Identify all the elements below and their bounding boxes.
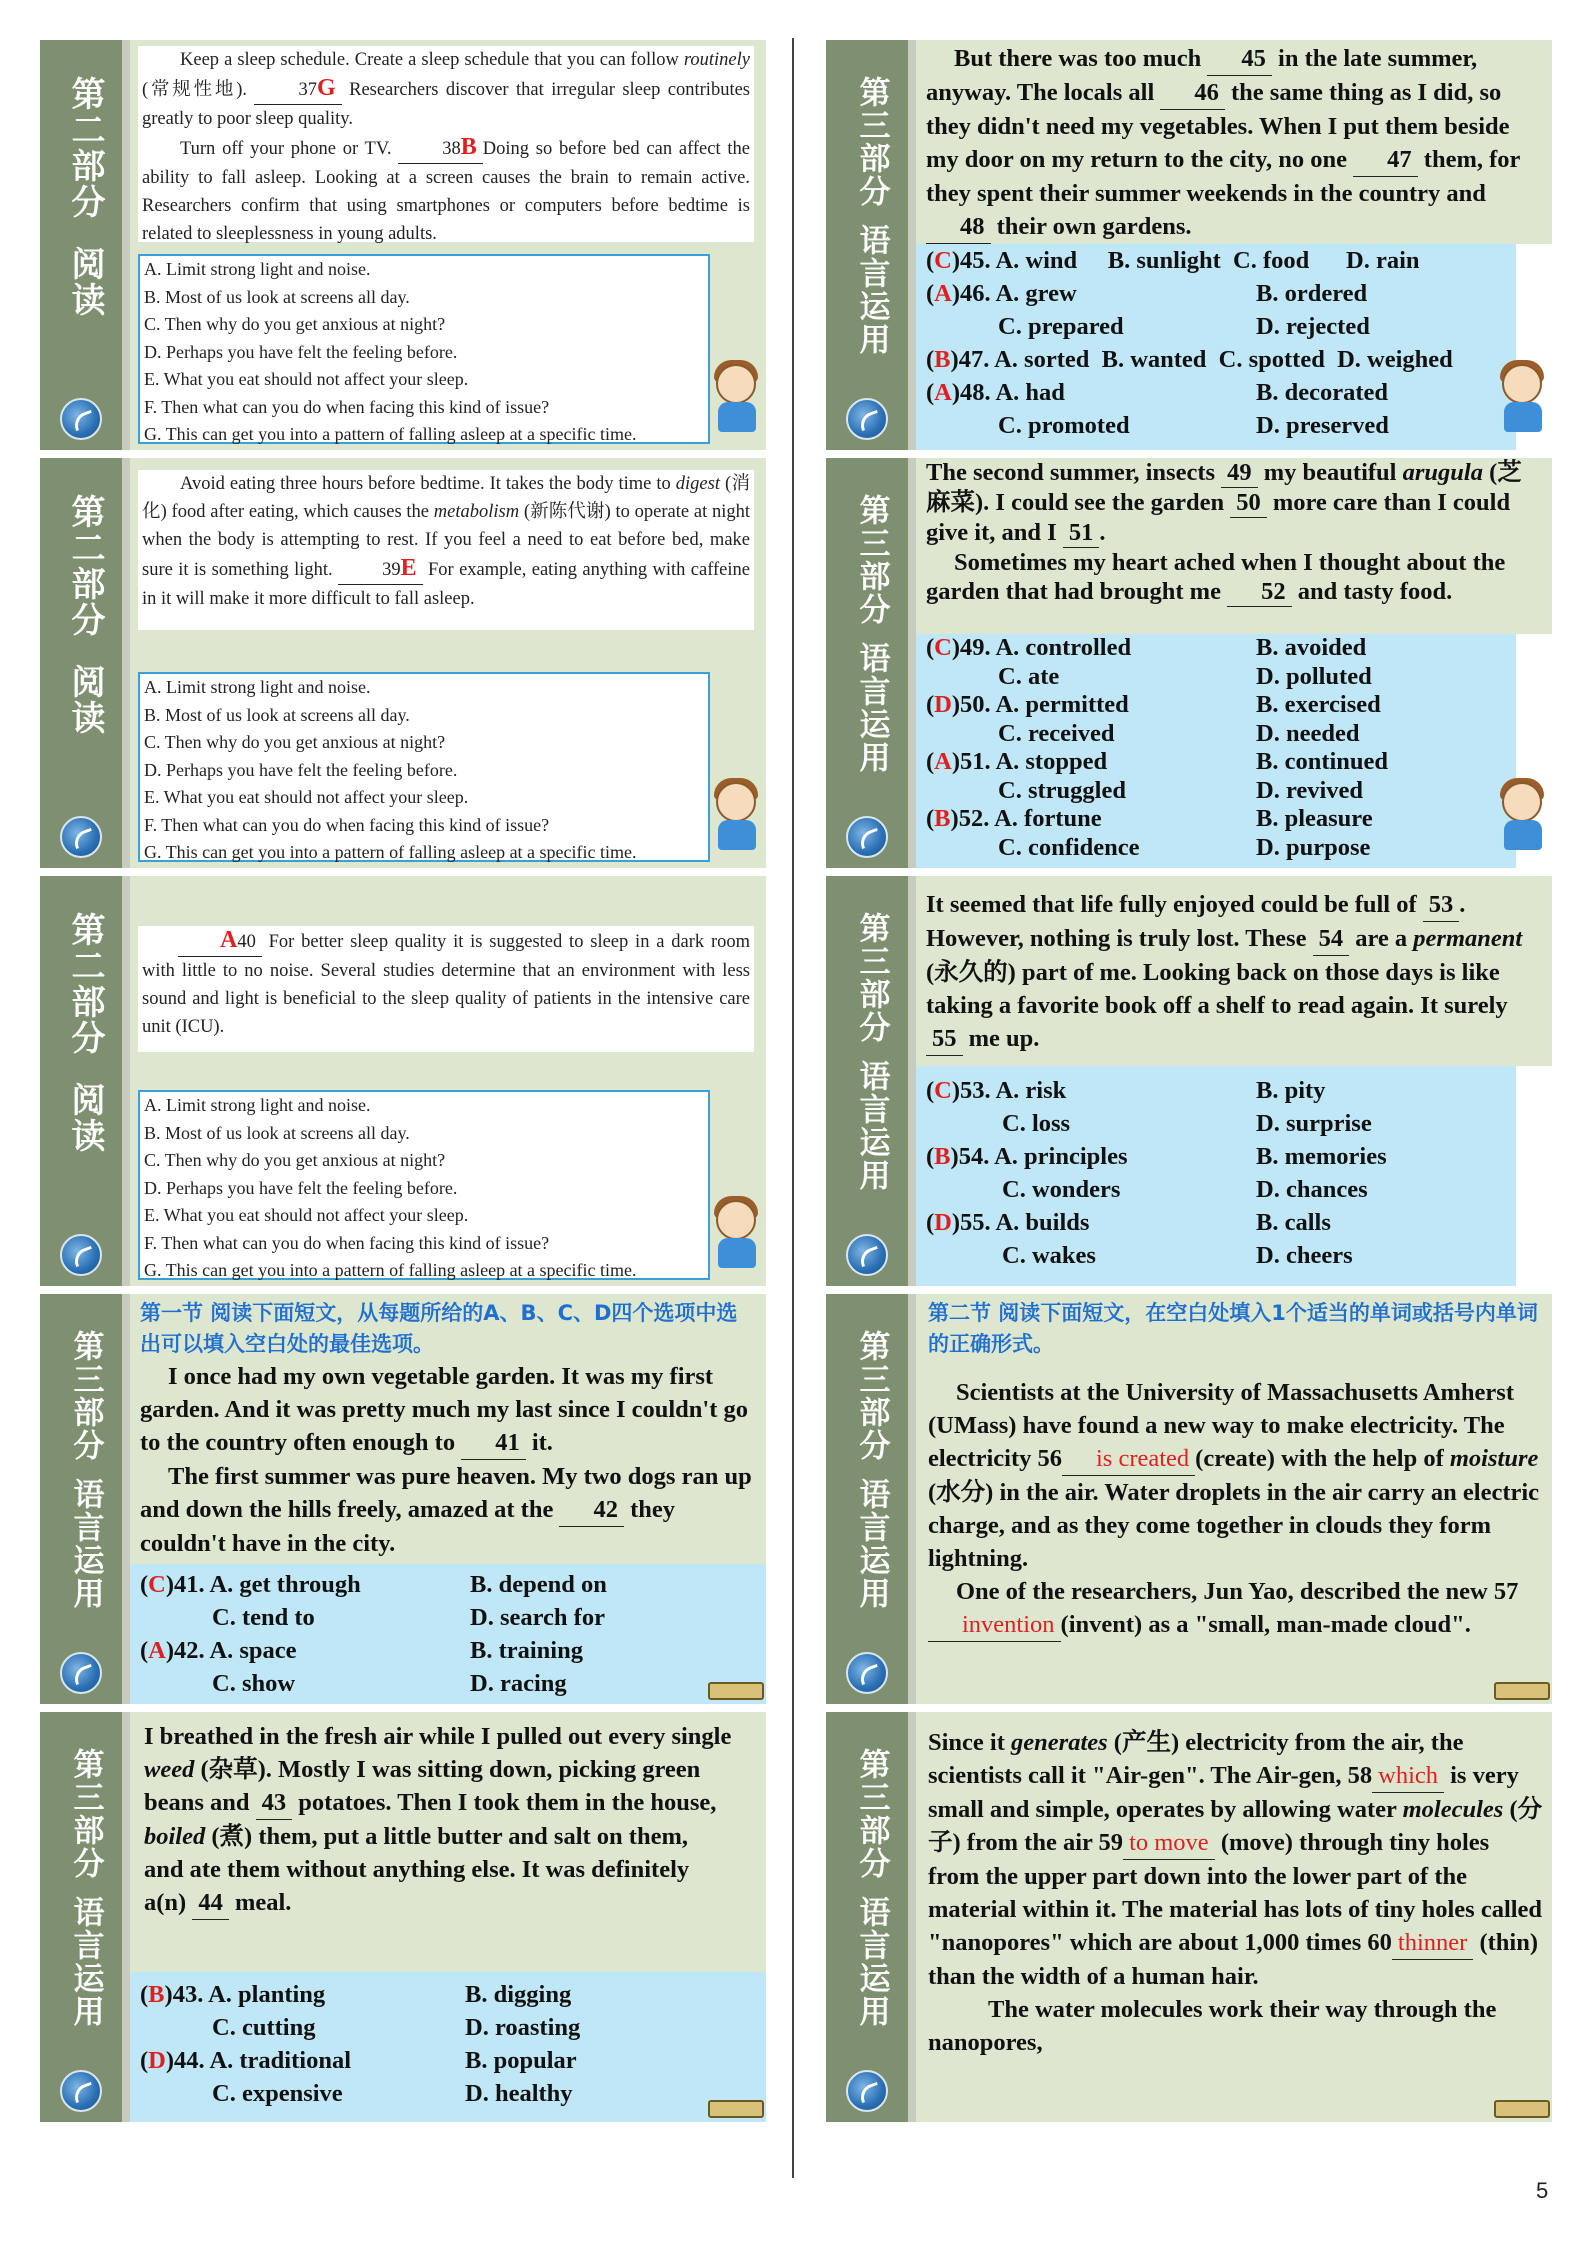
question-row[interactable]: (C)53. A. risk B. pity [926, 1077, 1326, 1104]
slide-language-53-55 [826, 876, 1552, 1286]
section-heading: 第一节 阅读下面短文，从每题所给的A、B、C、D四个选项中选出可以填入空白处的最佳选项。 [140, 1301, 738, 1356]
school-logo-icon [846, 398, 888, 440]
school-logo-icon [60, 1234, 102, 1276]
question-row[interactable]: C. received D. needed [998, 719, 1360, 747]
book-illustration [1494, 2100, 1550, 2118]
slide-reading-2 [40, 458, 766, 868]
options-list: A. Limit strong light and noise. B. Most of us look at screens all day. C. Then why do you get anxious at night? D. Perhaps you have felt the feeling before. E. What you eat should not affect your sleep. F. Then what can you do when facing this kind of issue? G. This can get you into a pattern of falling asleep at a specific time. [138, 672, 710, 862]
sidebar-part3 [826, 1294, 916, 1704]
blank-51[interactable]: 51 [1063, 518, 1100, 548]
slide-language-45-48 [826, 40, 1552, 450]
question-row[interactable]: C. prepared D. rejected [998, 313, 1370, 340]
question-options [916, 244, 1516, 450]
column-divider [792, 38, 794, 2178]
options-list: A. Limit strong light and noise. B. Most of us look at screens all day. C. Then why do you get anxious at night? D. Perhaps you have felt the feeling before. E. What you eat should not affect your sleep. F. Then what can you do when facing this kind of issue? G. This can get you into a pattern of falling asleep at a specific time. [138, 254, 710, 444]
grammar-passage: Since it generates (产生) electricity from the air, the scientists call it "Air-gen". The Air-gen, 58 which is very small and simple, operates by allowing water molecules (分子) from the air 59 to move (move) through tiny holes from the upper part down into the lower part of the material within it. The material has lots of tiny holes called "nanopores" which are about 1,000 times 60 thinner (thin) than the width of a human hair. The water molecules work their way through the nanopores, [928, 1729, 1543, 2056]
sidebar-part3 [826, 876, 916, 1286]
question-row[interactable]: (B)52. A. fortune B. pleasure [926, 805, 1373, 832]
sidebar-title: 第三部分语言运用 [67, 1330, 104, 1610]
question-row[interactable]: C. promoted D. preserved [998, 412, 1389, 439]
school-logo-icon [846, 816, 888, 858]
blank-37[interactable]: 37G [254, 74, 341, 105]
sidebar-title: 第三部分语言运用 [853, 76, 890, 356]
slide-reading-1 [40, 40, 766, 450]
cloze-passage: But there was too much 45 in the late summer, anyway. The locals all 46 the same thing as I did, so they didn't need my vegetables. When I put them beside my door on my return to the city, no one 47 them, for they spent their summer weekends in the country and 48 their own gardens. [926, 42, 1544, 244]
student-illustration [710, 1194, 762, 1274]
sidebar-part2 [40, 40, 130, 450]
blank-38[interactable]: 38B [398, 133, 483, 164]
reading-passage: A40 For better sleep quality it is suggested to sleep in a dark room with little to no noise. Several studies determine that an environment with less sound and light is beneficial to the sleep quality of patients in the intensive care unit (ICU). [138, 926, 754, 1052]
sidebar-title: 第三部分语言运用 [67, 1748, 104, 2028]
book-illustration [708, 1682, 764, 1700]
question-row[interactable]: C. expensive D. healthy [212, 2080, 573, 2107]
blank-43[interactable]: 43 [256, 1786, 293, 1820]
blank-54[interactable]: 54 [1313, 922, 1350, 956]
school-logo-icon [60, 816, 102, 858]
question-row[interactable]: (D)44. A. traditional B. popular [140, 2047, 577, 2074]
sidebar-title: 第二部分阅读 [65, 76, 105, 318]
question-row[interactable]: (B)43. A. planting B. digging [140, 1981, 572, 2008]
blank-50[interactable]: 50 [1230, 488, 1267, 518]
answer-59[interactable]: to move [1123, 1826, 1215, 1860]
blank-45[interactable]: 45 [1207, 42, 1272, 76]
slide-language-41-42 [40, 1294, 766, 1704]
reading-passage: Avoid eating three hours before bedtime. It takes the body time to digest (消化) food after eating, which causes the metabolism (新陈代谢) to operate at night when the body is attempting to rest. If you feel a need to eat before bed, make sure it is something light. 39E For example, eating anything with caffeine in it will make it more difficult to fall asleep. [138, 470, 754, 630]
question-row[interactable]: (C)49. A. controlled B. avoided [926, 634, 1367, 661]
sidebar-title: 第二部分阅读 [65, 912, 105, 1154]
slide-grammar-56-57 [826, 1294, 1552, 1704]
answer-56[interactable]: is created [1062, 1442, 1195, 1476]
blank-55[interactable]: 55 [926, 1022, 963, 1056]
slide-grammar-58-60 [826, 1712, 1552, 2122]
blank-42[interactable]: 42 [559, 1493, 624, 1527]
sidebar-part3 [826, 1712, 916, 2122]
question-row[interactable]: (A)48. A. had B. decorated [926, 379, 1388, 406]
question-options [130, 1564, 766, 1704]
reading-passage: Keep a sleep schedule. Create a sleep schedule that you can follow routinely (常规性地). 37G Researchers discover that irregular sleep contributes greatly to poor sleep quality. Turn off your phone or TV. 38B Doing so before bed can affect the ability to fall asleep. Looking at a screen causes the brain to remain active. Researchers confirm that using smartphones or computers before bedtime is related to sleeplessness in young adults. [138, 46, 754, 242]
question-row[interactable]: C. struggled D. revived [998, 776, 1364, 804]
student-illustration [710, 776, 762, 856]
cloze-passage: The second summer, insects 49 my beautiful arugula (芝麻菜). I could see the garden 50 more care than I could give it, and I 51 . Sometimes my heart ached when I thought about the garden that had brought me 52 and tasty food. [926, 459, 1522, 605]
book-illustration [708, 2100, 764, 2118]
book-illustration [1494, 1682, 1550, 1700]
blank-39[interactable]: 39E [338, 554, 423, 585]
sidebar-part3 [40, 1294, 130, 1704]
cloze-passage: I breathed in the fresh air while I pulled out every single weed (杂草). Mostly I was sitting down, picking green beans and 43 potatoes. Then I took them in the house, boiled (煮) them, put a little butter and salt on them, and ate them without anything else. It was definitely a(n) 44 meal. [144, 1720, 732, 1920]
school-logo-icon [846, 1234, 888, 1276]
sidebar-title: 第三部分语言运用 [853, 912, 890, 1192]
school-logo-icon [846, 1652, 888, 1694]
page-number: 5 [1536, 2178, 1549, 2203]
sidebar-part3 [826, 40, 916, 450]
question-row[interactable]: (C)41. A. get through B. depend on [140, 1571, 607, 1598]
slide-language-43-44 [40, 1712, 766, 2122]
student-illustration [1496, 358, 1548, 438]
sidebar-title: 第三部分语言运用 [853, 1748, 890, 2028]
sidebar-title: 第三部分语言运用 [853, 1330, 890, 1610]
question-row[interactable]: C. wonders D. chances [1002, 1176, 1368, 1203]
question-options [130, 1972, 766, 2122]
sidebar-part3 [40, 1712, 130, 2122]
question-options [916, 1066, 1516, 1286]
slide-reading-3 [40, 876, 766, 1286]
cloze-passage: I once had my own vegetable garden. It was my first garden. And it was pretty much my last since I couldn't go to the country often enough to 41 it. The first summer was pure heaven. My two dogs ran up and down the hills freely, amazed at the 42 they couldn't have in the city. [140, 1363, 752, 1557]
question-row[interactable]: (D)55. A. builds B. calls [926, 1209, 1331, 1236]
school-logo-icon [846, 2070, 888, 2112]
options-list: A. Limit strong light and noise. B. Most of us look at screens all day. C. Then why do you get anxious at night? D. Perhaps you have felt the feeling before. E. What you eat should not affect your sleep. F. Then what can you do when facing this kind of issue? G. This can get you into a pattern of falling asleep at a specific time. [138, 1090, 710, 1280]
question-row[interactable]: (A)42. A. space B. training [140, 1637, 583, 1664]
sidebar-part3 [826, 458, 916, 868]
question-row[interactable]: (B)54. A. principles B. memories [926, 1143, 1387, 1170]
student-illustration [710, 358, 762, 438]
question-row[interactable]: (D)50. A. permitted B. exercised [926, 691, 1381, 718]
slide-language-49-52 [826, 458, 1552, 868]
blank-52[interactable]: 52 [1227, 577, 1292, 607]
student-illustration [1496, 776, 1548, 856]
question-row[interactable]: C. ate D. polluted [998, 662, 1372, 690]
question-options [916, 634, 1516, 868]
question-row[interactable]: (C)45. A. wind B. sunlight C. food D. rain [926, 247, 1420, 274]
answer-58[interactable]: which [1372, 1759, 1444, 1793]
sidebar-part2 [40, 876, 130, 1286]
blank-48[interactable]: 48 [926, 210, 991, 244]
blank-40[interactable]: A40 [178, 926, 262, 957]
blank-47[interactable]: 47 [1353, 143, 1418, 177]
blank-41[interactable]: 41 [461, 1426, 526, 1460]
question-row[interactable]: C. cutting D. roasting [212, 2014, 581, 2041]
question-row[interactable]: C. confidence D. purpose [998, 833, 1371, 861]
blank-46[interactable]: 46 [1160, 76, 1225, 110]
school-logo-icon [60, 1652, 102, 1694]
question-row[interactable]: C. wakes D. cheers [1002, 1242, 1353, 1269]
sidebar-part2 [40, 458, 130, 868]
school-logo-icon [60, 2070, 102, 2112]
question-row[interactable]: C. tend to D. search for [212, 1604, 605, 1631]
school-logo-icon [60, 398, 102, 440]
question-row[interactable]: (A)51. A. stopped B. continued [926, 748, 1389, 775]
blank-53[interactable]: 53 [1423, 888, 1460, 922]
cloze-passage: It seemed that life fully enjoyed could be full of 53 . However, nothing is truly lost. These 54 are a permanent (永久的) part of me. Looking back on those days is like taking a favorite book off a shelf to read again. It surely 55 me up. [926, 888, 1544, 1056]
grammar-passage: Scientists at the University of Massachusetts Amherst (UMass) have found a new way to make electricity. The electricity 56 is created (create) with the help of moisture (水分) in the air. Water droplets in the air carry an electric charge, and as they come together in clouds they form lightning. One of the researchers, Jun Yao, described the new 57invention (invent) as a "small, man-made cloud". [928, 1376, 1544, 1642]
blank-44[interactable]: 44 [192, 1886, 229, 1920]
answer-57[interactable]: invention [928, 1608, 1061, 1642]
question-row[interactable]: C. show D. racing [212, 1670, 567, 1697]
section-heading: 第二节 阅读下面短文，在空白处填入1个适当的单词或括号内单词的正确形式。 [928, 1301, 1538, 1356]
question-row[interactable]: (A)46. A. grew B. ordered [926, 280, 1368, 307]
sidebar-title: 第二部分阅读 [65, 494, 105, 736]
sidebar-title: 第三部分语言运用 [853, 494, 890, 774]
question-row[interactable]: (B)47. A. sorted B. wanted C. spotted D. weighed [926, 346, 1453, 373]
question-row[interactable]: C. loss D. surprise [1002, 1110, 1372, 1137]
answer-60[interactable]: thinner [1392, 1926, 1473, 1960]
blank-49[interactable]: 49 [1221, 458, 1258, 488]
